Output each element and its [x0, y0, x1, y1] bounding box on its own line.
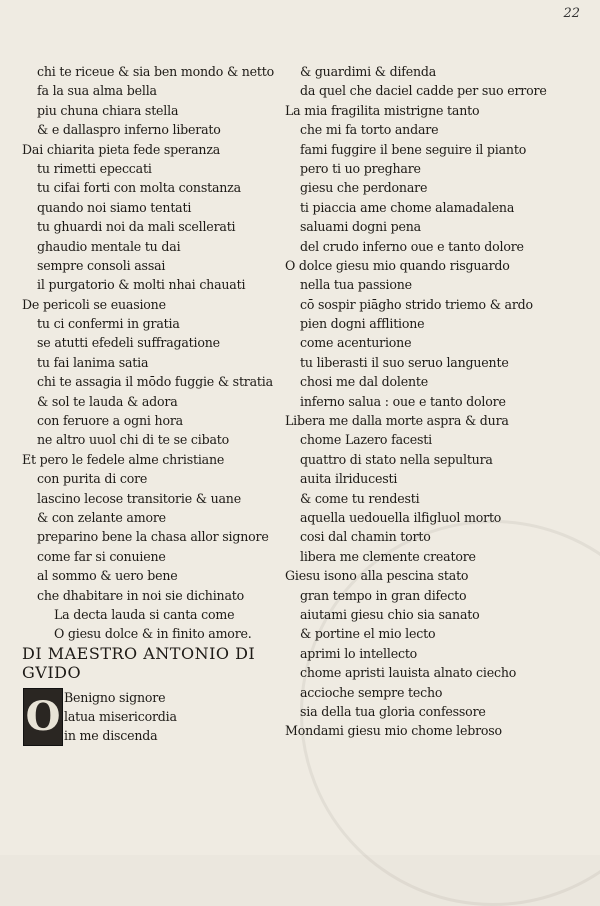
- verse-line: auita ilriducesti: [300, 471, 398, 487]
- verse-line: sia della tua gloria confessore: [300, 703, 486, 719]
- verse-line: lascino lecose transitorie & uane: [37, 490, 241, 506]
- verse-line: da quel che daciel cadde per suo errore: [300, 83, 547, 99]
- verse-line: latua misericordia: [64, 708, 177, 724]
- verse-line: & e dallaspro inferno liberato: [37, 122, 221, 138]
- verse-line: quando noi siamo tentati: [37, 199, 192, 215]
- left-verse-lines: [22, 62, 282, 644]
- section-heading-line-1: DI MAESTRO ANTONIO DI: [22, 643, 256, 663]
- right-column: [285, 62, 590, 741]
- verse-line: Benigno signore: [64, 689, 166, 705]
- initial-block: [22, 688, 282, 750]
- verse-line: Libera me dalla morte aspra & dura: [285, 413, 509, 429]
- verse-line: tu fai lanima satia: [37, 354, 149, 370]
- verse-line: ghaudio mentale tu dai: [37, 238, 181, 254]
- verse-line: piu chuna chiara stella: [37, 102, 179, 118]
- verse-line: cosi dal chamin torto: [300, 529, 431, 545]
- verse-line: ti piaccia ame chome alamadalena: [300, 199, 515, 215]
- verse-line: cō sospir piāgho strido triemo & ardo: [300, 296, 533, 312]
- verse-line: & sol te lauda & adora: [37, 393, 178, 409]
- verse-line: aquella uedouella ilfigluol morto: [300, 509, 502, 525]
- verse-line: & come tu rendesti: [300, 490, 420, 506]
- verse-line: che mi fa torto andare: [300, 122, 439, 138]
- verse-line: O dolce giesu mio quando risguardo: [285, 257, 510, 273]
- verse-line: in me discenda: [64, 727, 158, 743]
- verse-line: Mondami giesu mio chome lebroso: [285, 723, 502, 739]
- right-verse-lines: [285, 62, 590, 741]
- verse-line: tu liberasti il suo seruo languente: [300, 354, 509, 370]
- initial-lines: [64, 688, 177, 745]
- verse-line: & guardimi & difenda: [300, 64, 437, 79]
- verse-line: preparino bene la chasa allor signore: [37, 529, 269, 545]
- verse-line: se atutti efedeli suffragatione: [37, 335, 220, 351]
- verse-line: fami fuggire il bene seguire il pianto: [300, 141, 527, 157]
- left-column: [22, 62, 282, 750]
- verse-line: pien dogni afflitione: [300, 316, 425, 332]
- verse-line: come acenturione: [300, 335, 412, 351]
- initial-letter: O: [25, 693, 61, 741]
- verse-line: La decta lauda si canta come: [54, 606, 235, 622]
- verse-line: nella tua passione: [300, 277, 412, 293]
- verse-line: tu cifai forti con molta constanza: [37, 180, 241, 196]
- verse-line: Dai chiarita pieta fede speranza: [22, 141, 221, 157]
- verse-line: tu ghuardi noi da mali scellerati: [37, 219, 236, 235]
- verse-line: Giesu isono alla pescina stato: [285, 568, 469, 584]
- verse-line: & con zelante amore: [37, 509, 166, 525]
- verse-line: chome apristi lauista alnato ciecho: [300, 665, 517, 681]
- verse-line: aprimi lo intellecto: [300, 645, 418, 661]
- verse-line: gran tempo in gran difecto: [300, 587, 467, 603]
- section-heading-line-2: GVIDO: [22, 662, 82, 682]
- verse-line: libera me clemente creatore: [300, 548, 476, 564]
- verse-line: Et pero le fedele alme christiane: [22, 451, 225, 467]
- verse-line: inferno salua : oue e tanto dolore: [300, 393, 506, 409]
- verse-line: al sommo & uero bene: [37, 568, 178, 584]
- verse-line: La mia fragilita mistrigne tanto: [285, 102, 480, 118]
- verse-line: & portine el mio lecto: [300, 626, 436, 642]
- verse-line: con purita di core: [37, 471, 148, 487]
- verse-line: sempre consoli assai: [37, 257, 166, 273]
- verse-line: tu ci confermi in gratia: [37, 316, 180, 332]
- verse-line: chi te assagia il mōdo fuggie & stratia: [37, 374, 273, 390]
- decorated-initial: [23, 688, 63, 746]
- verse-line: accioche sempre techo: [300, 684, 443, 700]
- verse-line: con feruore a ogni hora: [37, 413, 183, 429]
- verse-line: giesu che perdonare: [300, 180, 428, 196]
- verse-line: come far si conuiene: [37, 548, 166, 564]
- verse-line: il purgatorio & molti nhai chauati: [37, 277, 246, 293]
- verse-line: pero ti uo preghare: [300, 160, 421, 176]
- folio-number: 22: [563, 6, 580, 21]
- verse-line: quattro di stato nella sepultura: [300, 451, 493, 467]
- verse-line: chi te riceue & sia ben mondo & netto: [37, 64, 275, 79]
- verse-line: del crudo inferno oue e tanto dolore: [300, 238, 524, 254]
- verse-line: O giesu dolce & in finito amore.: [54, 626, 252, 642]
- verse-line: De pericoli se euasione: [22, 296, 166, 312]
- verse-line: aiutami giesu chio sia sanato: [300, 606, 480, 622]
- verse-line: saluami dogni pena: [300, 219, 421, 235]
- verse-line: ne altro uuol chi di te se cibato: [37, 432, 230, 448]
- verse-line: fa la sua alma bella: [37, 83, 157, 99]
- verse-line: chome Lazero facesti: [300, 432, 432, 448]
- verse-line: chosi me dal dolente: [300, 374, 428, 390]
- verse-line: che dhabitare in noi sie dichinato: [37, 587, 244, 603]
- verse-line: tu rimetti epeccati: [37, 160, 152, 176]
